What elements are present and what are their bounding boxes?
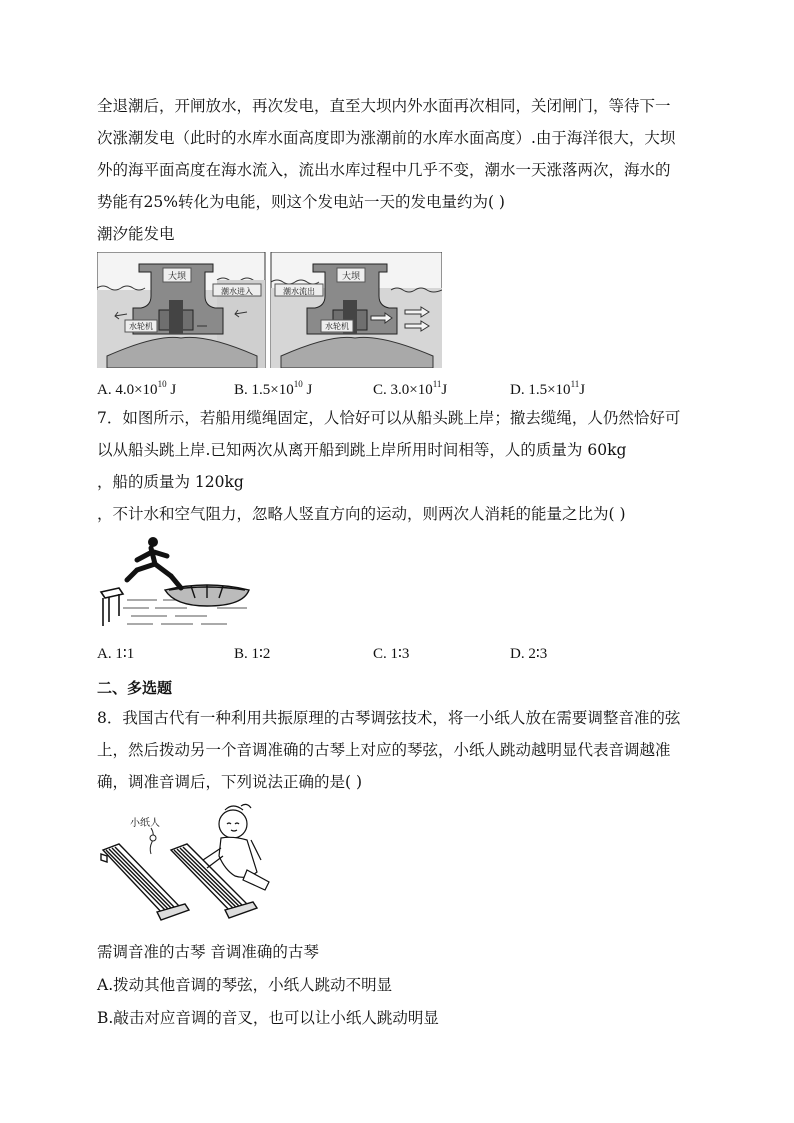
q8-option-a[interactable]: A.拨动其他音调的琴弦，小纸人跳动不明显 (97, 976, 393, 994)
q6-options (97, 379, 697, 399)
q6-text-line-3: 外的海平面高度在海水流入，流出水库过程中几乎不变，潮水一天涨落两次，海水的 (97, 161, 671, 179)
q6-text-line-2: 次涨潮发电（此时的水库水面高度即为涨潮前的水库水面高度）.由于海洋很大，大坝 (97, 129, 676, 147)
dam-label-right: 大坝 (341, 272, 361, 282)
tide-in-label: 潮水进入 (221, 287, 253, 296)
q7-option-a[interactable]: A. 1∶1 (97, 646, 135, 662)
paper-figure-label: 小纸人 (130, 818, 160, 829)
dam-label-left: 大坝 (167, 272, 187, 282)
q6-option-c[interactable]: C. $3.0\times 10^{11}J$ (373, 379, 448, 398)
q8-text-line-1: 8．我国古代有一种利用共振原理的古琴调弦技术，将一小纸人放在需要调整音准的弦 (97, 709, 681, 727)
q8-text-line-3: 确，调准音调后，下列说法正确的是( ) (97, 773, 363, 791)
q6-text-line-4: 势能有25%转化为电能，则这个发电站一天的发电量约为( ) (97, 193, 505, 211)
q7-text-line-2: 以从船头跳上岸.已知两次从离开船到跳上岸所用时间相等，人的质量为 60kg (97, 441, 627, 459)
q7-text-line-1: 7．如图所示，若船用缆绳固定，人恰好可以从船头跳上岸；撤去缆绳，人仍然恰好可 (97, 409, 681, 427)
tide-out-label: 潮水流出 (283, 287, 315, 296)
q8-text-line-2: 上，然后拨动另一个音调准确的古琴上对应的琴弦，小纸人跳动越明显代表音调越准 (97, 741, 671, 759)
q8-option-b[interactable]: B.敲击对应音调的音叉，也可以让小纸人跳动明显 (97, 1009, 439, 1027)
q7-option-b[interactable]: B. 1∶2 (234, 646, 271, 662)
q8-figure-caption: 需调音准的古琴 音调准确的古琴 (97, 943, 319, 961)
turbine-label-right: 水轮机 (325, 322, 349, 331)
boat-jump-figure (97, 536, 257, 632)
q6-option-a[interactable]: A. $4.0\times 10^{10}$ J (97, 379, 177, 398)
q7-options (97, 644, 697, 664)
q6-text-line-1: 全退潮后，开闸放水，再次发电，直至大坝内外水面再次相同，关闭闸门，等待下一 (97, 97, 671, 115)
q7-option-c[interactable]: C. 1∶3 (373, 646, 410, 662)
q7-text-line-4: ，不计水和空气阻力，忽略人竖直方向的运动，则两次人消耗的能量之比为( ) (97, 505, 626, 523)
q7-option-d[interactable]: D. 2∶3 (510, 646, 548, 662)
guqin-figure (97, 800, 277, 930)
turbine-label-left: 水轮机 (129, 322, 153, 331)
q6-figure-caption: 潮汐能发电 (97, 225, 175, 243)
tidal-power-figure (97, 252, 442, 368)
q7-text-line-3: ，船的质量为 120kg (97, 473, 244, 491)
q6-option-b[interactable]: B. $1.5\times 10^{10}$ J (234, 379, 313, 398)
section-title-multiple-choice: 二、多选题 (97, 679, 173, 697)
tidal-panel-outflow (271, 252, 442, 368)
q6-option-d[interactable]: D. $1.5\times 10^{11}J$ (510, 379, 586, 398)
tidal-panel-inflow (97, 252, 265, 368)
